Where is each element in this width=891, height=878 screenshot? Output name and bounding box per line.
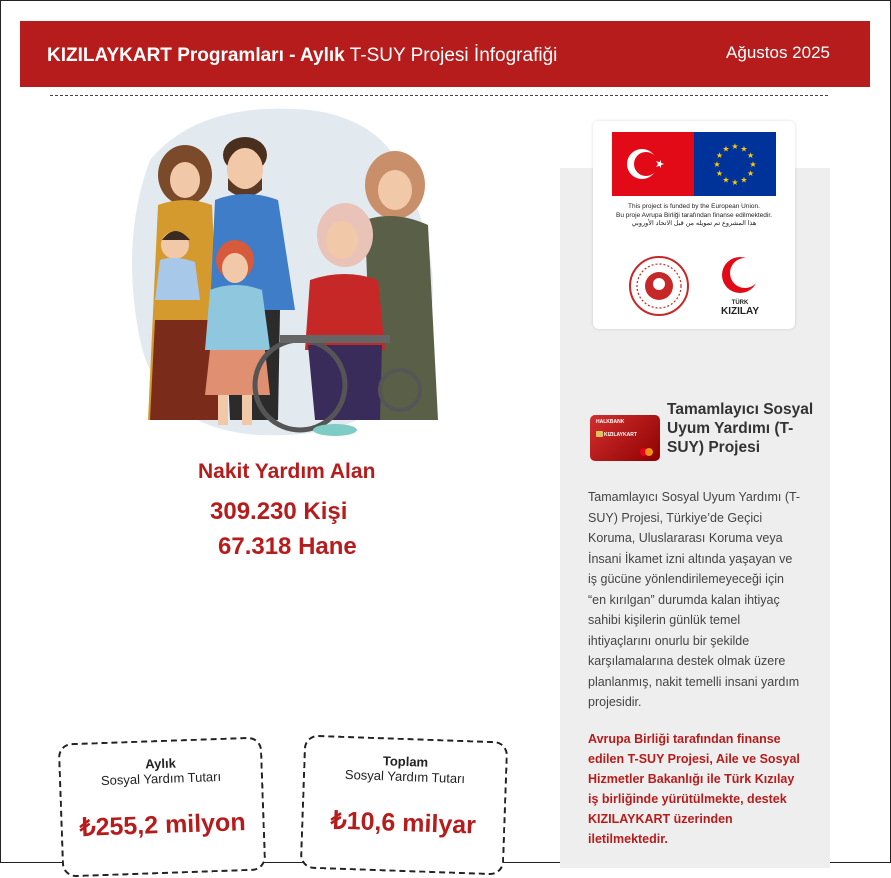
ministry-seal-icon [628, 255, 690, 317]
bank-label: HALKBANK [596, 419, 625, 425]
people-count: 309.230 Kişi [210, 498, 348, 525]
partner-logos [593, 121, 795, 329]
eu-star-icon: ★ [713, 160, 721, 169]
turk-kizilay-logo [711, 255, 769, 321]
eu-star-icon: ★ [740, 175, 748, 185]
header-bar [20, 21, 870, 87]
report-date: Ağustos 2025 [726, 43, 830, 62]
card-label-secondary: Sosyal Yardım Tutarı [344, 766, 466, 787]
funding-notice-tr: Bu proje Avrupa Birliği tarafından finanse edilmektedir. [616, 211, 772, 219]
eu-star-icon: ★ [749, 160, 757, 169]
funding-notice-en: This project is funded by the European Union. [628, 203, 760, 210]
eu-flag-icon [694, 132, 776, 196]
project-description: Tamamlayıcı Sosyal Uyum Yardımı (T-SUY) Projesi, Türkiye’de Geçici Koruma, Uluslararası Koruma veya İnsani İkamet izni altında yaşayan ve iş gücüne yönlendirilemeyeceği için “en kırılgan” durumda kalan ihtiyaç sahibi kişilerin günlük temel ihtiyaçlarını onurlu bir şekilde karşılamalarına destek olmak üzere planlanmış, nakit temelli insani yardım projesidir. [588, 490, 801, 709]
mastercard-icon-overlap [645, 448, 653, 456]
kizilaykart-card-image [590, 415, 660, 461]
eu-star-icon: ★ [722, 144, 730, 154]
turkey-flag-icon [612, 132, 694, 196]
divider [50, 95, 828, 96]
eu-star-icon: ★ [731, 142, 739, 151]
card-label-primary: Toplam [382, 753, 429, 770]
page-title: KIZILAYKART Programları - Aylık T-SUY Projesi İnfografiği [47, 45, 558, 66]
eu-star-icon: ★ [731, 178, 739, 187]
total-aid-card [300, 734, 509, 875]
eu-star-icon: ★ [715, 169, 723, 178]
eu-star-icon: ★ [722, 175, 730, 185]
aid-recipients-title: Nakit Yardım Alan [198, 460, 376, 483]
card-label-primary: Aylık [144, 755, 177, 772]
crescent-icon [720, 255, 760, 295]
card-label-secondary: Sosyal Yardım Tutarı [100, 768, 222, 789]
project-title: Tamamlayıcı Sosyal Uyum Yardımı (T-SUY) Projesi [667, 401, 814, 456]
eu-star-icon: ★ [747, 151, 755, 160]
eu-star-icon: ★ [740, 144, 748, 154]
household-count: 67.318 Hane [218, 533, 357, 560]
total-aid-value: ₺10,6 milyar [330, 806, 477, 840]
monthly-aid-value: ₺255,2 milyon [79, 808, 247, 842]
funding-notice [599, 203, 789, 229]
kizilay-label: KIZILAY [721, 306, 759, 317]
project-highlight: Avrupa Birliği tarafından finanse edilen T-SUY Projesi, Aile ve Sosyal Hizmetler Bakanlığı ile Türk Kızılay iş birliğinde yürütülmekte, destek KIZILAYKART üzerinden iletilmektedir. [588, 732, 800, 846]
eu-star-icon: ★ [747, 169, 755, 178]
family-illustration [110, 100, 460, 450]
eu-star-icon: ★ [715, 151, 723, 160]
chip-icon [596, 431, 603, 437]
card-brand-label: KIZILAYKART [604, 432, 637, 438]
kizilay-label-top: TÜRK [731, 300, 749, 306]
funding-notice-ar: هذا المشروع تم تمويله من قبل الاتحاد الأوروبي [631, 220, 757, 227]
monthly-aid-card [58, 736, 267, 877]
